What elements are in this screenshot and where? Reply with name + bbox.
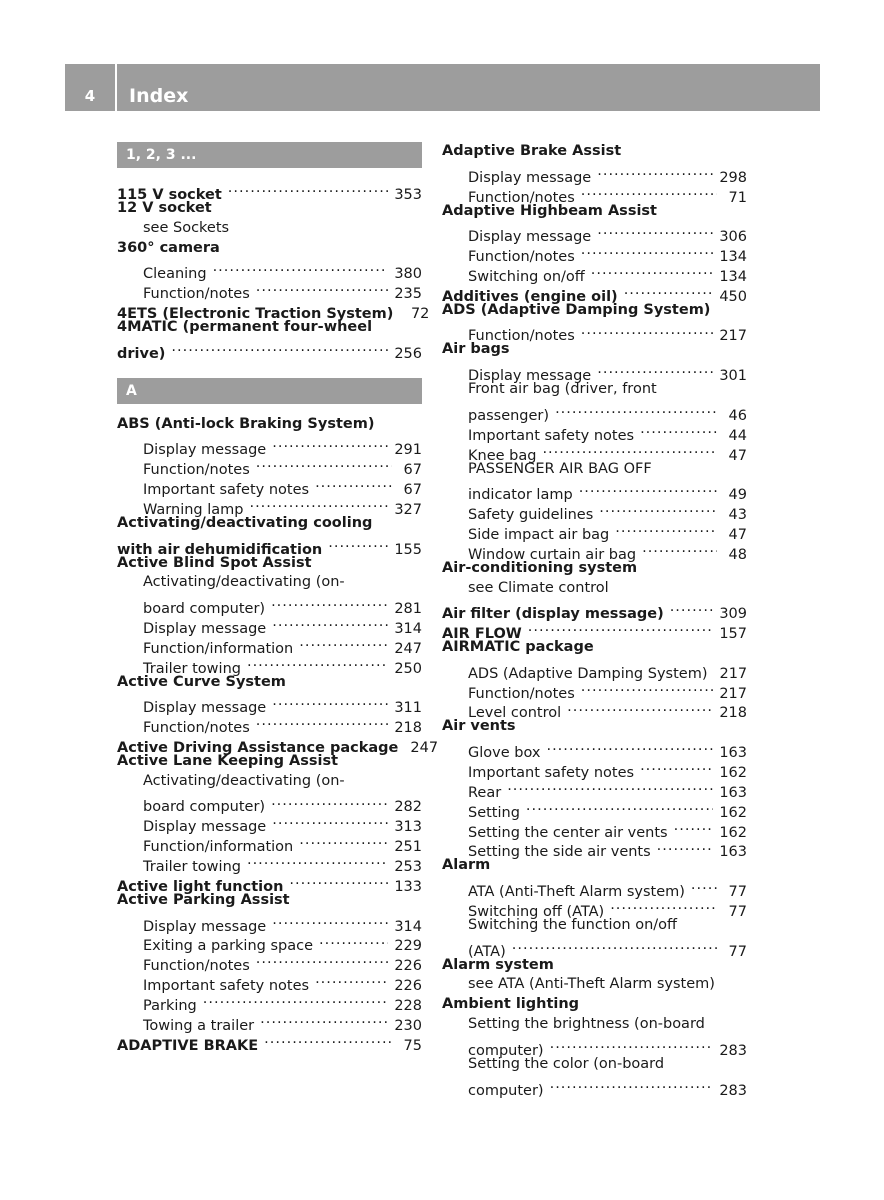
page-reference: 253 — [394, 859, 422, 875]
dot-leader — [581, 321, 714, 341]
index-subentry — [442, 479, 747, 504]
entry-text: Front air bag (driver, front — [468, 381, 657, 398]
entry-text: Function/information — [143, 839, 294, 856]
entry-text: Adaptive Highbeam Assist — [442, 202, 657, 219]
page-reference: 229 — [394, 938, 422, 955]
index-subentry — [117, 258, 422, 283]
index-subentry — [442, 162, 747, 186]
index-subentry — [117, 593, 422, 618]
page-reference: 313 — [394, 819, 422, 836]
entry-text: Important safety notes — [143, 481, 310, 498]
dot-leader — [691, 876, 717, 896]
index-entry — [117, 673, 422, 693]
entry-text: Alarm system — [442, 956, 554, 973]
entry-text: Setting the color (on-board — [468, 1055, 665, 1072]
entry-text: ABS (Anti-lock Braking System) — [117, 415, 375, 432]
dot-leader — [528, 618, 714, 638]
entry-text: Parking — [143, 997, 197, 1014]
index-subentry — [442, 658, 748, 682]
entry-text: Display message — [468, 229, 592, 246]
page-reference: 218 — [394, 720, 422, 737]
index-entry — [117, 534, 422, 558]
index-subentry — [117, 573, 422, 593]
page-reference: 155 — [394, 541, 422, 558]
entry-text: Switching on/off — [468, 268, 585, 285]
entry-text: Air vents — [442, 718, 516, 735]
index-entry — [442, 340, 747, 360]
entry-text: Function/information — [143, 640, 294, 657]
dot-leader — [271, 593, 388, 613]
entry-text: Active Parking Assist — [117, 891, 290, 908]
index-entry — [442, 301, 747, 321]
page-reference: 281 — [394, 601, 422, 618]
entry-text: Function/notes — [468, 685, 575, 702]
index-subentry — [442, 221, 747, 246]
entry-text: Air-conditioning system — [442, 559, 638, 576]
dot-leader — [615, 519, 717, 539]
header-divider — [115, 64, 117, 111]
page-reference: 77 — [728, 884, 747, 901]
index-subentry — [117, 792, 422, 816]
entry-text: Setting the center air vents — [468, 824, 668, 841]
index-entry — [117, 239, 422, 259]
dot-leader — [272, 434, 388, 454]
entry-text: Switching the function on/off — [468, 916, 678, 933]
entry-text: see Climate control — [468, 579, 609, 596]
page-reference: 301 — [719, 368, 747, 385]
dot-leader — [581, 182, 717, 202]
index-subentry — [442, 579, 747, 599]
dot-leader — [581, 678, 714, 698]
page-reference: 67 — [403, 481, 422, 498]
page-reference: 228 — [394, 997, 422, 1014]
entry-text: see Sockets — [143, 219, 230, 236]
dot-leader — [657, 837, 714, 857]
dot-leader — [171, 338, 388, 358]
page-reference: 134 — [719, 268, 747, 285]
entry-text: Function/notes — [468, 249, 575, 266]
dot-leader — [567, 698, 713, 718]
index-entry — [442, 559, 747, 579]
index-subentry — [442, 400, 747, 424]
dot-leader — [555, 400, 717, 420]
entry-text: Active Driving Assistance package — [117, 739, 399, 756]
entry-text: 12 V socket — [117, 199, 212, 216]
entry-text: Safety guidelines — [468, 507, 594, 524]
dot-leader — [271, 792, 388, 812]
dot-leader — [299, 831, 388, 851]
page-reference: 217 — [719, 328, 747, 345]
page-reference: 250 — [394, 660, 422, 677]
page-reference: 314 — [394, 620, 422, 637]
entry-text: Display message — [143, 700, 267, 717]
index-subentry — [117, 434, 422, 459]
page-reference: 353 — [394, 186, 422, 203]
index-entry — [442, 202, 747, 222]
index-entry — [442, 956, 747, 976]
index-entry — [442, 142, 747, 162]
page-reference: 380 — [394, 266, 422, 283]
dot-leader — [256, 950, 389, 970]
dot-leader — [512, 936, 717, 956]
page-reference: 72 — [410, 305, 430, 322]
entry-text: (ATA) — [468, 943, 506, 960]
dot-leader — [624, 281, 714, 301]
page-number: 4 — [84, 87, 96, 105]
entry-text: Activating/deactivating cooling — [117, 514, 373, 531]
index-subentry — [442, 1035, 747, 1059]
dot-leader — [550, 1075, 714, 1095]
index-subentry — [442, 460, 747, 480]
page-reference: 133 — [394, 878, 422, 895]
index-entry — [442, 717, 747, 737]
dot-leader — [315, 474, 392, 494]
index-subentry — [442, 360, 747, 385]
index-subentry — [442, 916, 747, 936]
page-reference: 217 — [719, 685, 747, 702]
section-heading: 1, 2, 3 ... — [117, 142, 422, 168]
entry-text: Activating/deactivating (on- — [143, 574, 345, 591]
entry-text: Active Lane Keeping Assist — [117, 752, 339, 769]
page-reference: 251 — [394, 839, 422, 856]
dot-leader — [272, 613, 388, 633]
dot-leader — [247, 653, 388, 673]
index-subentry — [442, 1015, 747, 1035]
page-header — [65, 64, 820, 111]
page-reference: 226 — [394, 958, 422, 975]
page-reference: 162 — [719, 765, 747, 781]
page-reference: 47 — [728, 447, 747, 464]
entry-text: Setting the brightness (on-board — [468, 1016, 705, 1033]
index-subentry — [117, 772, 422, 792]
dot-leader — [670, 598, 714, 618]
dot-leader — [507, 777, 713, 797]
dot-leader — [256, 278, 389, 298]
page-reference: 256 — [394, 345, 422, 362]
dot-leader — [640, 757, 713, 777]
dot-leader — [640, 420, 717, 440]
dot-leader — [599, 499, 717, 519]
dot-leader — [256, 454, 392, 474]
page-title: Index — [129, 85, 189, 107]
page-reference: 311 — [394, 700, 422, 717]
entry-text: indicator lamp — [468, 487, 573, 504]
entry-text: computer) — [468, 1042, 544, 1059]
entry-text: Side impact air bag — [468, 526, 610, 543]
entry-text: Function/notes — [468, 328, 575, 345]
entry-text: Function/notes — [143, 462, 250, 479]
entry-text: 4MATIC (permanent four-wheel — [117, 318, 373, 335]
page-reference: 163 — [719, 745, 747, 762]
index-subentry — [442, 1075, 747, 1099]
page-reference: 67 — [403, 462, 422, 479]
entry-text: Trailer towing — [143, 859, 241, 875]
entry-text: Switching off (ATA) — [468, 903, 605, 920]
entry-text: Window curtain air bag — [468, 546, 637, 563]
entry-text: Important safety notes — [143, 978, 310, 995]
dot-leader — [597, 221, 713, 241]
entry-text: ATA (Anti-Theft Alarm system) — [468, 884, 685, 901]
page-reference: 49 — [728, 487, 747, 504]
entry-text: ADS (Adaptive Damping System) — [442, 301, 711, 318]
entry-text: ADAPTIVE BRAKE — [117, 1037, 259, 1054]
page-reference: 314 — [394, 918, 422, 935]
dot-leader — [591, 261, 714, 281]
dot-leader — [315, 970, 388, 990]
dot-leader — [272, 811, 388, 831]
dot-leader — [256, 712, 389, 732]
index-entry — [117, 554, 422, 574]
page-reference: 157 — [719, 626, 747, 643]
entry-text: ADS (Adaptive Damping System) — [468, 665, 708, 682]
entry-text: Setting — [468, 804, 520, 821]
page-reference: 327 — [394, 501, 422, 518]
page-reference: 306 — [719, 229, 747, 246]
index-entry — [117, 338, 422, 362]
dot-leader — [203, 990, 389, 1010]
dot-leader — [579, 479, 717, 499]
index-subentry — [442, 1055, 747, 1075]
dot-leader — [272, 692, 388, 712]
dot-leader — [228, 179, 389, 199]
dot-leader — [299, 633, 388, 653]
page-reference: 47 — [728, 526, 747, 543]
section-heading: A — [117, 378, 422, 404]
index-subentry — [442, 380, 747, 400]
page-reference: 235 — [394, 286, 422, 303]
dot-leader — [581, 241, 714, 261]
entry-text: Glove box — [468, 745, 541, 762]
entry-text: Air filter (display message) — [442, 606, 664, 623]
index-entry — [117, 891, 422, 911]
entry-text: Display message — [143, 918, 267, 935]
entry-text: Important safety notes — [468, 765, 635, 781]
entry-text: Display message — [468, 368, 592, 385]
dot-leader — [289, 871, 388, 891]
entry-text: 4ETS (Electronic Traction System) — [117, 305, 394, 322]
dot-leader — [546, 737, 713, 757]
entry-text: Display message — [143, 442, 267, 459]
entry-text: Air bags — [442, 341, 510, 358]
dot-leader — [526, 797, 713, 817]
entry-text: see ATA (Anti-Theft Alarm system) — [468, 976, 715, 993]
page-reference: 283 — [719, 1082, 747, 1099]
page-reference: 44 — [728, 427, 747, 444]
entry-text: Active Curve System — [117, 673, 286, 690]
entry-text: Setting the side air vents — [468, 844, 651, 861]
entry-text: Function/notes — [143, 958, 250, 975]
entry-text: AIR FLOW — [442, 626, 522, 643]
index-subentry — [117, 219, 422, 239]
page-reference: 46 — [728, 407, 747, 424]
entry-text: Ambient lighting — [442, 996, 580, 1013]
entry-text: 360° camera — [117, 239, 220, 256]
entry-text: Knee bag — [468, 447, 537, 464]
page-reference: 77 — [728, 903, 747, 920]
index-entry — [442, 598, 747, 623]
entry-text: Exiting a parking space — [143, 938, 313, 955]
dot-leader — [247, 851, 388, 871]
entry-text: 115 V socket — [117, 186, 222, 203]
dot-leader — [264, 1030, 392, 1050]
page-reference: 282 — [394, 799, 422, 816]
index-entry — [117, 179, 422, 203]
index-subentry — [442, 321, 747, 345]
entry-text: Function/notes — [143, 720, 250, 737]
page-reference: 163 — [719, 784, 747, 801]
entry-text: Active light function — [117, 878, 284, 895]
entry-text: Warning lamp — [143, 501, 244, 518]
entry-text: Activating/deactivating (on- — [143, 772, 345, 789]
entry-text: Alarm — [442, 857, 491, 874]
page-reference: 230 — [394, 1017, 422, 1034]
index-subentry — [117, 911, 422, 935]
dot-leader — [328, 534, 388, 554]
page-reference: 291 — [394, 442, 422, 459]
entry-text: PASSENGER AIR BAG OFF — [468, 460, 652, 477]
page-reference: 75 — [403, 1037, 422, 1054]
dot-leader — [272, 911, 388, 931]
page-reference: 298 — [719, 169, 747, 186]
page-reference: 247 — [394, 640, 422, 657]
dot-leader — [642, 539, 717, 559]
entry-text: AIRMATIC package — [442, 639, 594, 656]
entry-text: Function/notes — [143, 286, 250, 303]
dot-leader — [213, 258, 389, 278]
dot-leader — [319, 931, 388, 951]
page-reference: 283 — [719, 1042, 747, 1059]
page-reference: 162 — [719, 824, 747, 841]
dot-leader — [597, 360, 713, 380]
entry-text: board computer) — [143, 799, 266, 816]
dot-leader — [674, 817, 714, 837]
entry-text: board computer) — [143, 601, 266, 618]
entry-text: drive) — [117, 345, 166, 362]
index-entry — [117, 415, 422, 435]
entry-text: Function/notes — [468, 189, 575, 206]
page-reference: 450 — [719, 288, 747, 305]
entry-text: Display message — [143, 620, 267, 637]
entry-text: Important safety notes — [468, 427, 635, 444]
entry-text: computer) — [468, 1082, 544, 1099]
entry-text: Active Blind Spot Assist — [117, 554, 312, 571]
entry-text: with air dehumidification — [117, 541, 323, 558]
page-reference: 77 — [728, 943, 747, 960]
dot-leader — [249, 494, 388, 514]
page-reference: 309 — [719, 606, 747, 623]
page-reference: 43 — [728, 507, 747, 524]
page-reference: 48 — [728, 546, 747, 563]
index-entry — [117, 199, 422, 219]
entry-text: Display message — [143, 819, 267, 836]
index-entry — [117, 514, 422, 534]
dot-leader — [550, 1035, 714, 1055]
entry-text: Adaptive Brake Assist — [442, 143, 622, 159]
page-reference: 247 — [410, 739, 439, 756]
entry-text: Cleaning — [143, 266, 207, 283]
page-reference: 226 — [394, 978, 422, 995]
index-subentry — [442, 975, 747, 995]
entry-text: Display message — [468, 169, 592, 186]
dot-leader — [260, 1010, 388, 1030]
index-entry — [442, 995, 747, 1015]
page-reference: 71 — [728, 189, 747, 206]
index-entry — [442, 638, 747, 658]
page-reference: 217 — [719, 665, 748, 682]
entry-text: Trailer towing — [143, 660, 241, 677]
index-subentry — [442, 876, 747, 901]
index-column-left — [117, 142, 439, 1054]
dot-leader — [610, 896, 717, 916]
entry-text: passenger) — [468, 407, 550, 424]
dot-leader — [542, 440, 717, 460]
index-subentry — [117, 692, 422, 717]
entry-text: Rear — [468, 784, 502, 801]
page-reference: 218 — [719, 705, 747, 722]
page-reference: 162 — [719, 804, 747, 821]
entry-text: Towing a trailer — [143, 1017, 255, 1034]
dot-leader — [597, 162, 713, 182]
page-reference: 134 — [719, 249, 747, 266]
entry-text: Additives (engine oil) — [442, 288, 618, 305]
entry-text: Level control — [468, 705, 562, 722]
page-reference: 163 — [719, 844, 747, 861]
index-subentry — [442, 737, 747, 762]
index-subentry — [442, 936, 747, 960]
index-column-right — [442, 142, 748, 1099]
